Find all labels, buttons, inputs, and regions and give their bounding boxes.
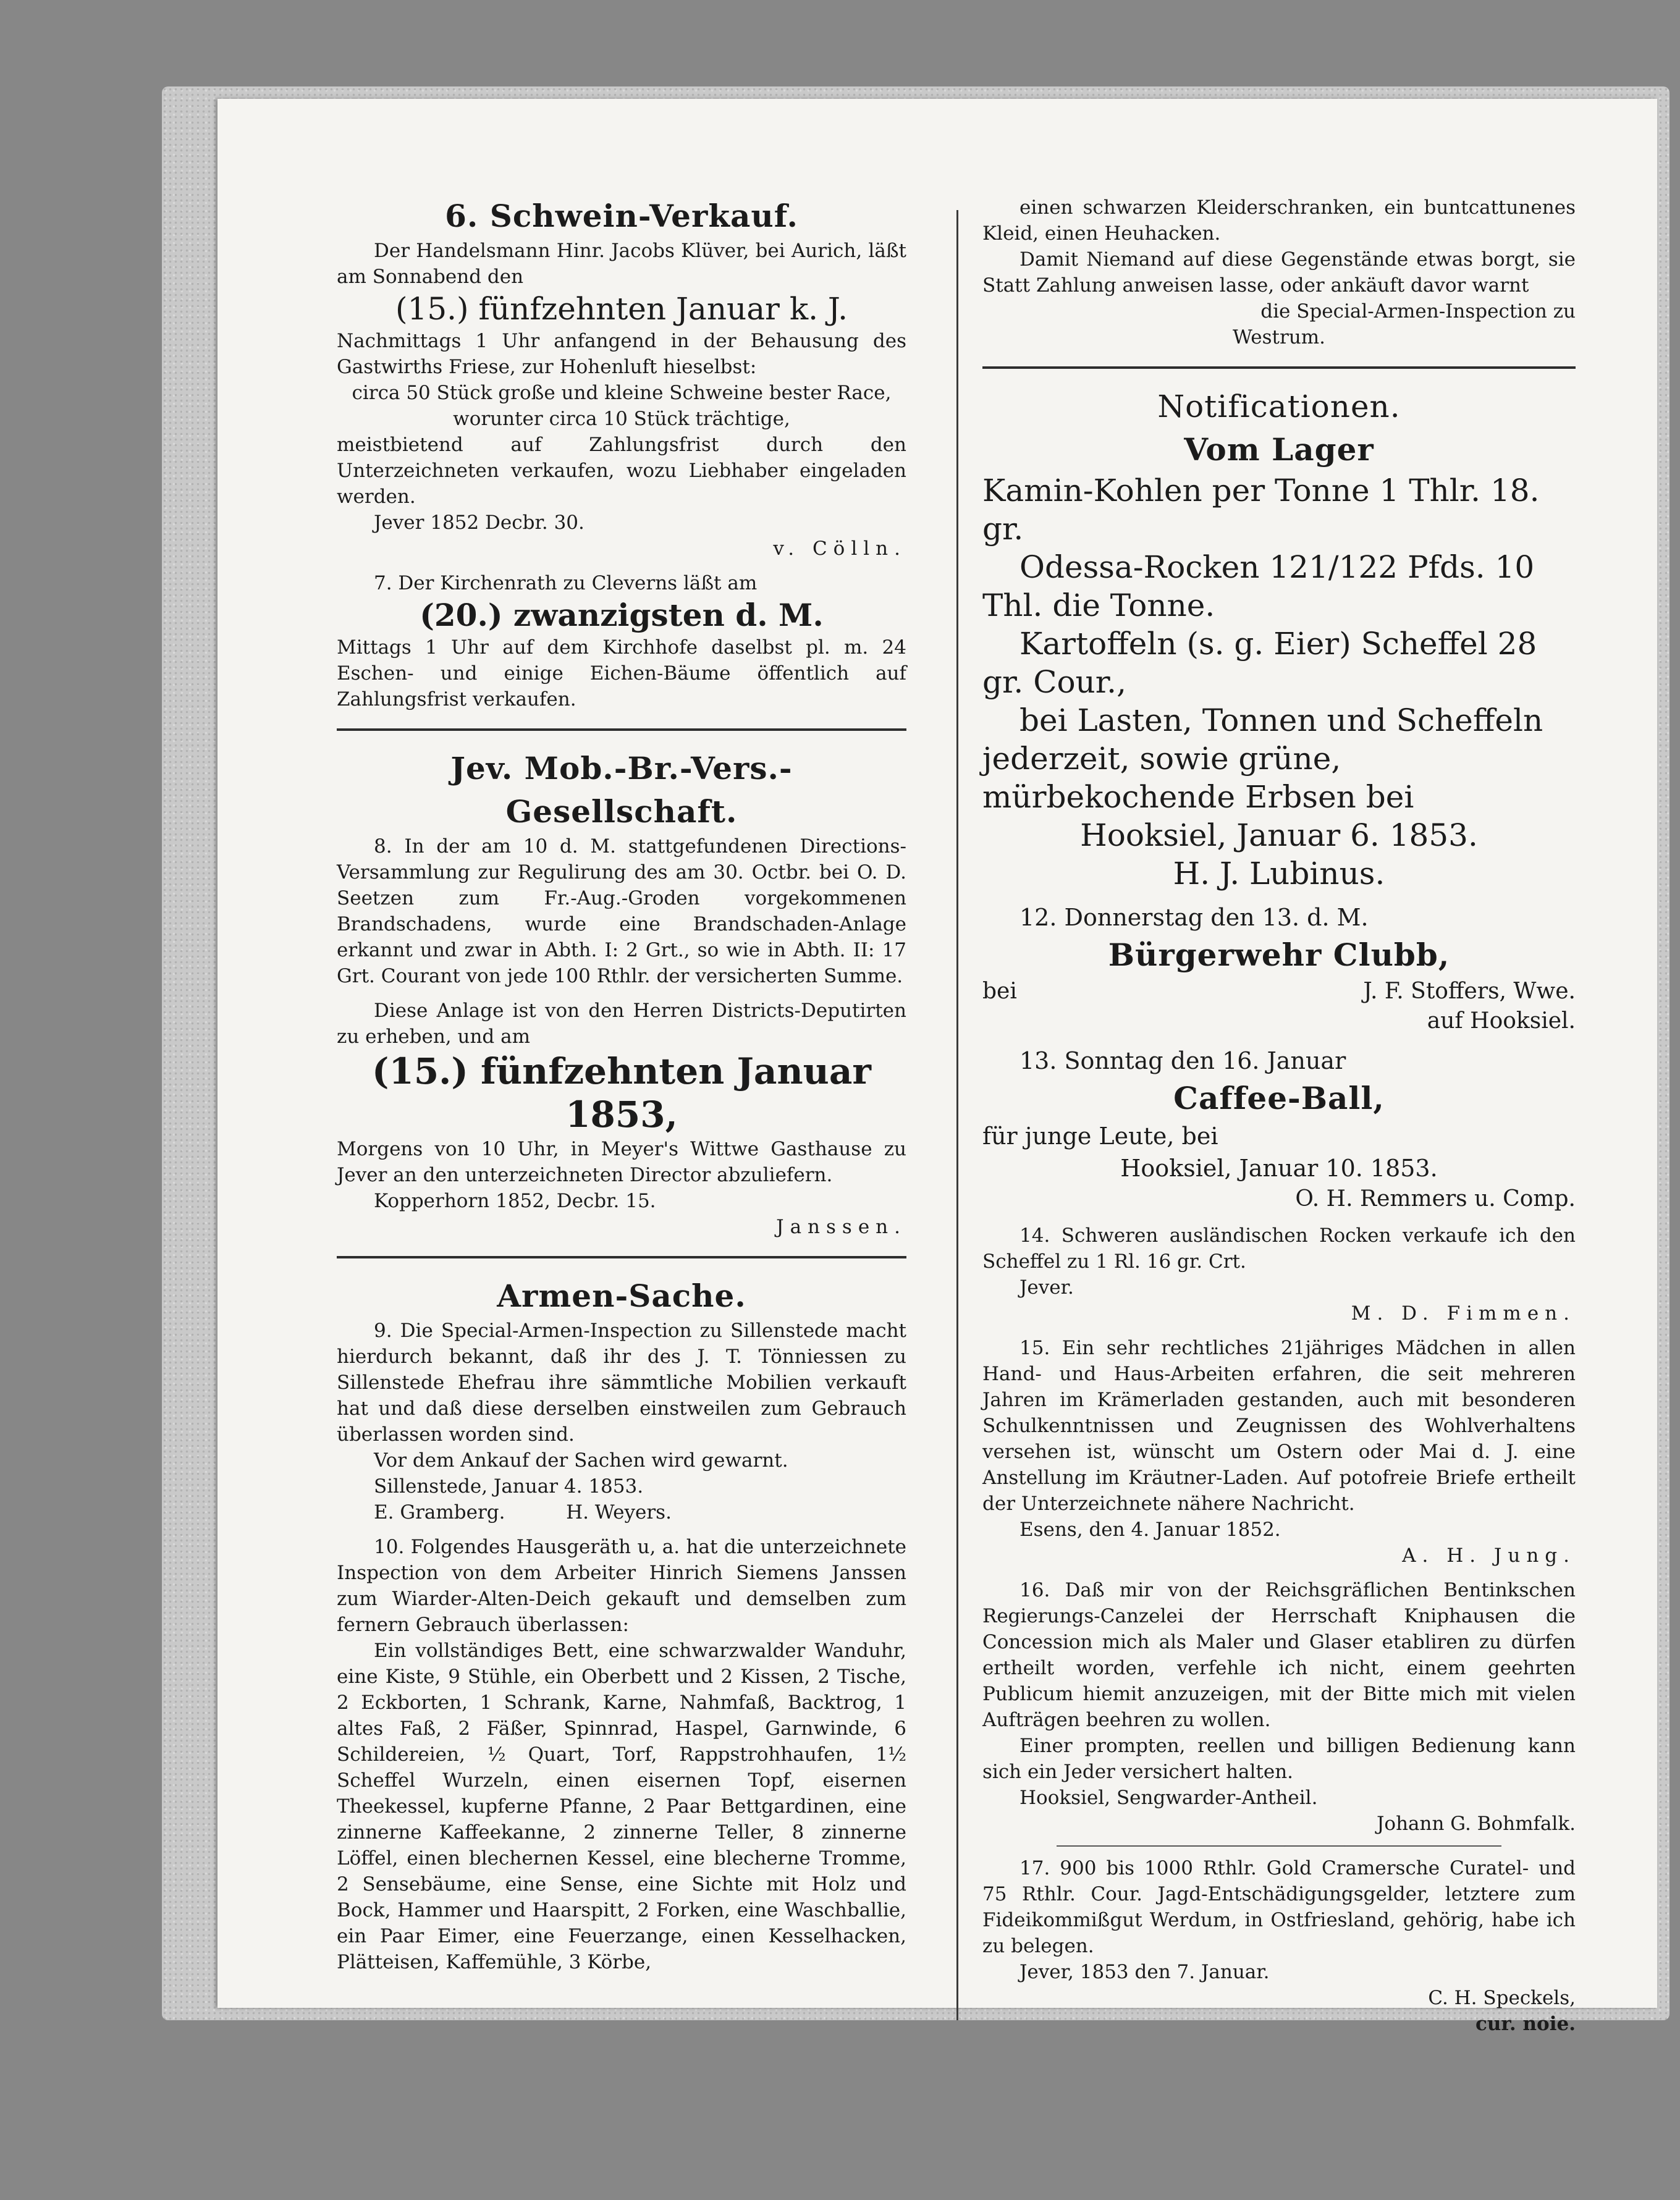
lager-line-5: Hooksiel, Januar 6. 1853. bbox=[1080, 817, 1478, 853]
notice-17-signature-1: C. H. Speckels, bbox=[1428, 1987, 1576, 2009]
notice-15 bbox=[982, 1335, 1576, 1569]
notice-12-name-line bbox=[982, 977, 1576, 1006]
vom-lager: Vom Lager bbox=[1184, 431, 1374, 468]
notice-9-signature-1: E. Gramberg. bbox=[374, 1501, 505, 1524]
notice-9-text2: Vor dem Ankauf der Sachen wird gewarnt. bbox=[374, 1449, 788, 1472]
notifications-heading: Notificationen. bbox=[1157, 389, 1401, 424]
notice-6-text4: meistbietend auf Zahlungsfrist durch den Unterzeichneten verkaufen, wozu Liebhaber eingeladen werden. bbox=[337, 434, 906, 508]
column-divider bbox=[956, 210, 958, 2020]
notice-9 bbox=[337, 1275, 906, 1525]
notice-16-text2: Einer prompten, reellen und billigen Bedienung kann sich ein Jeder versichert halten. bbox=[982, 1735, 1576, 1783]
notice-15-place: Esens, den 4. Januar 1852. bbox=[1019, 1519, 1281, 1541]
notice-6-place: Jever 1852 Decbr. 30. bbox=[374, 512, 585, 534]
notice-12-title: Bürgerwehr Clubb, bbox=[1108, 937, 1450, 973]
notice-6-heading: 6. Schwein-Verkauf. bbox=[445, 198, 798, 234]
notice-13 bbox=[982, 1045, 1576, 1214]
notice-9-text1: 9. Die Special-Armen-Inspection zu Sillenstede macht hierdurch bekannt, daß ihr des J. T. Tönniessen zu Sillenstede Ehefrau ihre sämmtliche Mobilien verkauft hat und daß diese derselben einstweilen zum Gebrauch überlassen worden sind. bbox=[337, 1320, 906, 1446]
cont-signature-1: die Special-Armen-Inspection zu bbox=[1260, 300, 1576, 322]
notice-12-bei: bei bbox=[982, 979, 1017, 1004]
notice-14 bbox=[982, 1223, 1576, 1326]
notice-8-text3: Morgens von 10 Uhr, in Meyer's Wittwe Gasthause zu Jever an den unterzeichneten Director abzuliefern. bbox=[337, 1138, 906, 1186]
notice-8-place: Kopperhorn 1852, Decbr. 15. bbox=[374, 1190, 656, 1212]
notice-6-signature: v. Cölln. bbox=[773, 537, 906, 560]
cont-text2: Damit Niemand auf diese Gegenstände etwas borgt, sie Statt Zahlung anweisen lasse, oder ankäuft davor warnt bbox=[982, 248, 1576, 297]
notice-9-signatures bbox=[337, 1499, 906, 1525]
notice-9-place: Sillenstede, Januar 4. 1853. bbox=[374, 1475, 644, 1498]
notice-16-text1: 16. Daß mir von der Reichsgräflichen Bentinkschen Regierungs-Canzelei der Herrschaft Kniphausen die Concession mich als Maler und Glaser etabliren zu dürfen ertheilt worden, verfehle ich nicht, einem geehrten Publicum hiemit anzuzeigen, mit der Bitte mich mit vielen Aufträgen beehren zu wollen. bbox=[982, 1579, 1576, 1731]
right-column bbox=[982, 195, 1576, 2037]
notice-10-text2: Ein vollständiges Bett, eine schwarzwalder Wanduhr, eine Kiste, 9 Stühle, ein Oberbett und 2 Kissen, 2 Tische, 2 Eckborten, 1 Schrank, Karne, Nahmfaß, Backtrog, 1 altes Faß, 2 Fäßer, Spinnrad, Haspel, Garnwinde, 6 Schildereien, ½ Quart, Torf, Rappstrohhaufen, 1½ Scheffel Wurzeln, einen eisernen Topf, eisernen Theekessel, kupferne Pfanne, 2 Paar Bettgardinen, eine zinnerne Kaffeekanne, 2 zinnerne Teller, 8 zinnerne Löffel, einen blechernen Kessel, eine blecherne Tromme, 2 Sensebäume, eine Sense, eine Sichte mit Holz und Bock, Hammer und Haarspitt, 2 Forken, eine Waschballie, ein Paar Eimer, eine Feuerzange, einen Kesselhacken, Plätteisen, Kaffemühle, 3 Körbe, bbox=[337, 1640, 906, 1973]
notice-15-signature: A. H. Jung. bbox=[1402, 1545, 1576, 1567]
lager-signature: H. J. Lubinus. bbox=[1173, 856, 1385, 891]
notice-17-place: Jever, 1853 den 7. Januar. bbox=[1019, 1961, 1270, 1983]
lager-line-2: Odessa-Rocken 121/122 Pfds. 10 Thl. die Tonne. bbox=[982, 549, 1535, 623]
notice-9-heading: Armen-Sache. bbox=[497, 1278, 746, 1314]
section-rule bbox=[337, 1256, 906, 1258]
lager-line-3: Kartoffeln (s. g. Eier) Scheffel 28 gr. Cour., bbox=[982, 626, 1537, 700]
notice-17-signature-2: cur. noie. bbox=[1475, 2013, 1576, 2035]
notice-12-line1: 12. Donnerstag den 13. d. M. bbox=[1019, 904, 1369, 931]
notice-8-date: (15.) fünfzehnten Januar 1853, bbox=[372, 1050, 871, 1136]
notice-13-signature: O. H. Remmers u. Comp. bbox=[1295, 1186, 1576, 1212]
notice-17 bbox=[982, 1855, 1576, 2037]
notifications bbox=[982, 385, 1576, 893]
notice-16-place: Hooksiel, Sengwarder-Antheil. bbox=[1019, 1787, 1318, 1809]
notice-16 bbox=[982, 1577, 1576, 1837]
notice-13-title: Caffee-Ball, bbox=[1173, 1080, 1385, 1116]
left-column bbox=[337, 195, 906, 1975]
notice-14-place: Jever. bbox=[1019, 1276, 1074, 1299]
notice-7-text1: 7. Der Kirchenrath zu Cleverns läßt am bbox=[374, 572, 758, 594]
notice-7-date: (20.) zwanzigsten d. M. bbox=[420, 597, 824, 633]
notice-6 bbox=[337, 195, 906, 562]
notice-14-text: 14. Schweren ausländischen Rocken verkaufe ich den Scheffel zu 1 Rl. 16 gr. Crt. bbox=[982, 1224, 1576, 1273]
notice-13-line3: Hooksiel, Januar 10. 1853. bbox=[1120, 1155, 1438, 1182]
notice-15-text: 15. Ein sehr rechtliches 21jähriges Mädchen in allen Hand- und Haus-Arbeiten erfahren, die seit mehreren Jahren im Krämerladen gestanden, auch mit besonderen Schulkenntnissen und Zeugnissen des Wohlverhaltens versehen ist, wünscht um Ostern oder Mai d. J. eine Anstellung im Kräutner-Laden. Auf potofreie Briefe ertheilt der Unterzeichnete nähere Nachricht. bbox=[982, 1337, 1576, 1515]
notice-6-text1: Der Handelsmann Hinr. Jacobs Klüver, bei Aurich, läßt am Sonnabend den bbox=[337, 240, 906, 288]
notice-13-line2: für junge Leute, bei bbox=[982, 1123, 1218, 1150]
notice-8-heading: Jev. Mob.-Br.-Vers.-Gesellschaft. bbox=[450, 750, 793, 830]
notice-8-text2: Diese Anlage ist von den Herren Districts-Deputirten zu erheben, und am bbox=[337, 1000, 906, 1048]
notice-8 bbox=[337, 747, 906, 1240]
notice-16-signature: Johann G. Bohmfalk. bbox=[1376, 1813, 1576, 1835]
notice-17-text: 17. 900 bis 1000 Rthlr. Gold Cramersche Curatel- und 75 Rthlr. Cour. Jagd-Entschädigungsgelder, letztere zum Fideikommißgut Werdum, in Ostfriesland, gehörig, habe ich zu belegen. bbox=[982, 1857, 1576, 1957]
section-rule bbox=[982, 366, 1576, 369]
lager-line-4: bei Lasten, Tonnen und Scheffeln jederzeit, sowie grüne, mürbekochende Erbsen bei bbox=[982, 702, 1543, 815]
cont-text1: einen schwarzen Kleiderschranken, ein buntcattunenes Kleid, einen Heuhacken. bbox=[982, 196, 1576, 245]
notice-14-signature: M. D. Fimmen. bbox=[1351, 1302, 1576, 1325]
notice-12-place: auf Hooksiel. bbox=[1427, 1008, 1576, 1034]
notice-8-text1: 8. In der am 10 d. M. stattgefundenen Directions-Versammlung zur Regulirung des am 30. Octbr. bei O. D. Seetzen zum Fr.-Aug.-Groden vorgekommenen Brandschadens, wurde eine Brandschaden-Anlage erkannt und zwar in Abth. I: 2 Grt., so wie in Abth. II: 17 Grt. Courant von jede 100 Rthlr. der versicherten Summe. bbox=[337, 835, 906, 987]
notice-6-text2: Nachmittags 1 Uhr anfangend in der Behausung des Gastwirths Friese, zur Hohenluft hieselbst: bbox=[337, 330, 906, 378]
lager-line-1: Kamin-Kohlen per Tonne 1 Thlr. 18. gr. bbox=[982, 473, 1540, 547]
section-rule bbox=[337, 728, 906, 731]
notice-13-line1: 13. Sonntag den 16. Januar bbox=[1019, 1047, 1346, 1074]
notice-10-text1: 10. Folgendes Hausgeräth u, a. hat die unterzeichnete Inspection von dem Arbeiter Hinrich Siemens Janssen zum Wiarder-Alten-Deich gekauft und demselben zum fernern Gebrauch überlassen: bbox=[337, 1536, 906, 1636]
notice-6-text3: circa 50 Stück große und kleine Schweine bester Race, worunter circa 10 Stück trächtige, bbox=[352, 382, 892, 430]
notice-9-signature-2: H. Weyers. bbox=[566, 1501, 672, 1524]
notice-6-date: (15.) fünfzehnten Januar k. J. bbox=[395, 291, 848, 327]
notice-12-name: J. F. Stoffers, Wwe. bbox=[1363, 979, 1576, 1004]
notice-8-signature: Janssen. bbox=[776, 1216, 906, 1238]
cont-signature-2: Westrum. bbox=[1232, 326, 1326, 348]
notice-10-continued bbox=[982, 195, 1576, 350]
notice-12 bbox=[982, 901, 1576, 1036]
short-rule bbox=[1057, 1845, 1501, 1847]
notice-7-text2: Mittags 1 Uhr auf dem Kirchhofe daselbst pl. m. 24 Eschen- und einige Eichen-Bäume öffentlich auf Zahlungsfrist verkaufen. bbox=[337, 636, 906, 710]
notice-7 bbox=[337, 570, 906, 712]
notice-10 bbox=[337, 1534, 906, 1975]
